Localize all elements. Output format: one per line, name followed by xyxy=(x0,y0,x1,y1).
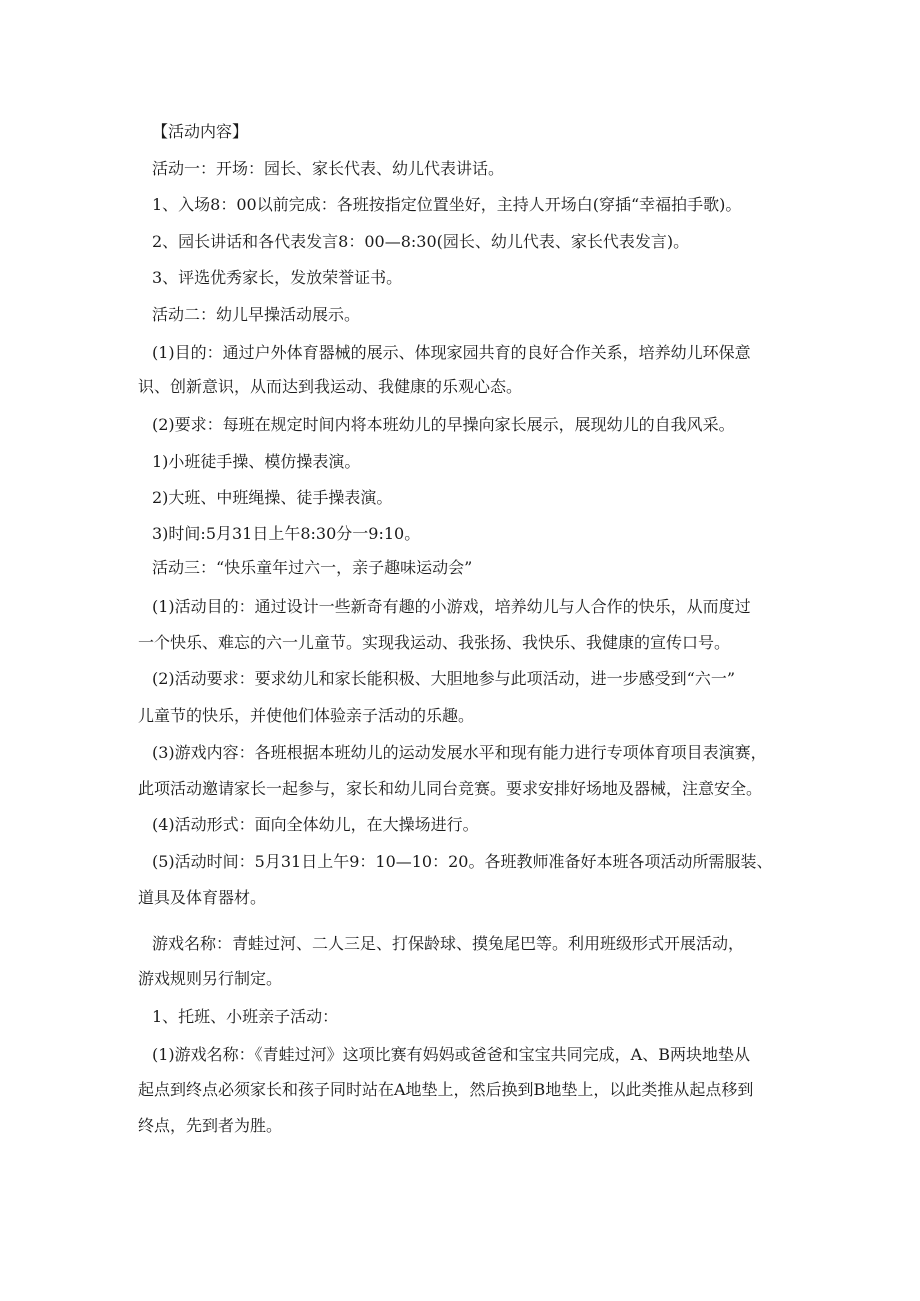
paragraph-line: 1、入场8：00以前完成：各班按指定位置坐好，主持人开场白(穿插“幸福拍手歌)。 xyxy=(152,195,742,214)
paragraph-line: 一个快乐、难忘的六一儿童节。实现我运动、我张扬、我快乐、我健康的宣传口号。 xyxy=(138,633,731,652)
paragraph-line: (1)目的：通过户外体育器械的展示、体现家园共育的良好合作关系，培养幼儿环保意 xyxy=(152,343,751,362)
paragraph-line: 识、创新意识，从而达到我运动、我健康的乐观心态。 xyxy=(138,377,523,396)
paragraph-line: 2、园长讲话和各代表发言8：00—8:30(园长、幼儿代表、家长代表发言)。 xyxy=(152,232,690,251)
paragraph-line: 道具及体育器材。 xyxy=(138,888,267,907)
paragraph-line: 终点，先到者为胜。 xyxy=(138,1116,283,1135)
paragraph-line: 游戏名称：青蛙过河、二人三足、打保龄球、摸兔尾巴等。利用班级形式开展活动， xyxy=(152,934,745,953)
paragraph-line: (1)活动目的：通过设计一些新奇有趣的小游戏，培养幼儿与人合作的快乐，从而度过 xyxy=(152,597,751,616)
paragraph-line: 2)大班、中班绳操、徒手操表演。 xyxy=(152,488,393,507)
paragraph-line: 活动三：“快乐童年过六一，亲子趣味运动会” xyxy=(152,558,473,577)
paragraph-line: 3)时间:5月31日上午8:30分一9:10。 xyxy=(152,524,421,543)
paragraph-line: 活动二：幼儿早操活动展示。 xyxy=(152,305,361,324)
paragraph-line: 此项活动邀请家长一起参与，家长和幼儿同台竞赛。要求安排好场地及器械，注意安全。 xyxy=(138,779,763,798)
paragraph-line: 活动一：开场：园长、家长代表、幼儿代表讲话。 xyxy=(152,159,505,178)
paragraph-line: 1)小班徒手操、模仿操表演。 xyxy=(152,452,361,471)
paragraph-line: (2)活动要求：要求幼儿和家长能积极、大胆地参与此项活动，进一步感受到“六一” xyxy=(152,669,736,688)
paragraph-line: 1、托班、小班亲子活动： xyxy=(152,1007,339,1026)
paragraph-line: 游戏规则另行制定。 xyxy=(138,969,283,988)
paragraph-line: (4)活动形式：面向全体幼儿，在大操场进行。 xyxy=(152,815,479,834)
paragraph-line: (2)要求：每班在规定时间内将本班幼儿的早操向家长展示，展现幼儿的自我风采。 xyxy=(152,415,735,434)
paragraph-line: 儿童节的快乐，并使他们体验亲子活动的乐趣。 xyxy=(138,706,475,725)
paragraph-line: 起点到终点必须家长和孩子同时站在A地垫上，然后换到B地垫上，以此类推从起点移到 xyxy=(138,1080,754,1099)
paragraph-line: 3、评选优秀家长，发放荣誉证书。 xyxy=(152,268,403,287)
paragraph-line: (3)游戏内容：各班根据本班幼儿的运动发展水平和现有能力进行专项体育项目表演赛， xyxy=(152,743,767,762)
section-heading: 【活动内容】 xyxy=(152,122,249,141)
paragraph-line: (5)活动时间：5月31日上午9：10—10：20。各班教师准备好本班各项活动所需服装、 xyxy=(152,852,773,871)
paragraph-line: (1)游戏名称：《青蛙过河》这项比赛有妈妈或爸爸和宝宝共同完成，A、B两块地垫从 xyxy=(152,1045,750,1064)
